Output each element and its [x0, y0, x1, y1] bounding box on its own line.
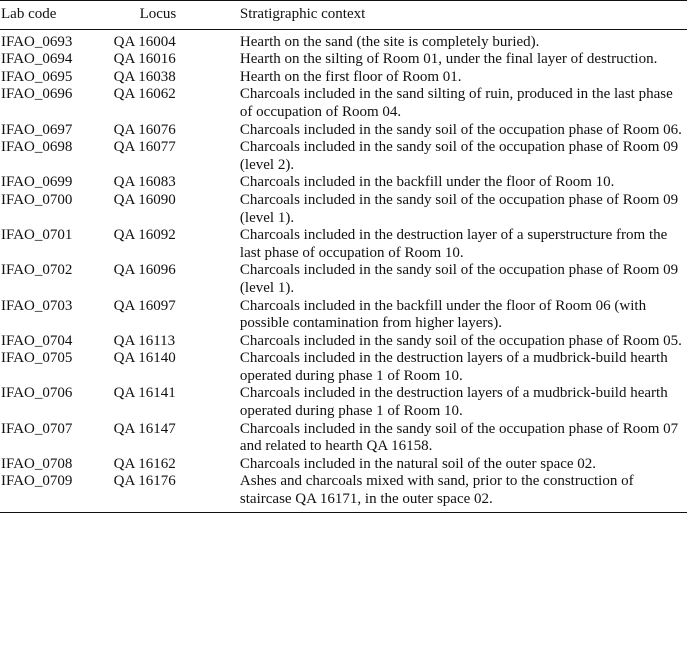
table-row	[0, 262, 687, 297]
context-cell: Charcoals included in the destruction layers of a mudbrick-build hearth operated during phase 1 of Room 10.	[239, 350, 668, 384]
lab-code-cell: IFAO_0693	[1, 33, 73, 50]
header-stratigraphic-context: Stratigraphic context	[240, 1, 687, 30]
lab-code-cell: IFAO_0703	[1, 297, 73, 314]
context-cell: Charcoals included in the destruction layers of a mudbrick-build hearth operated during phase 1 of Room 10.	[239, 385, 668, 420]
lab-code-cell: IFAO_0708	[1, 455, 73, 472]
lab-code-cell: IFAO_0701	[1, 227, 73, 244]
context-cell: Hearth on the sand (the site is completely buried).	[239, 33, 540, 50]
context-cell: Hearth on the first floor of Room 01.	[239, 68, 462, 85]
lab-code-cell: IFAO_0700	[1, 191, 73, 208]
lab-code-cell: IFAO_0709	[0, 473, 114, 512]
table-row	[0, 139, 687, 174]
table-row	[0, 456, 687, 474]
context-cell: Charcoals included in the sandy soil of the occupation phase of Room 09 (level 1).	[239, 262, 679, 296]
table-row	[0, 350, 687, 385]
locus-cell: QA 16090	[113, 191, 176, 208]
locus-cell: QA 16083	[113, 174, 176, 191]
table-row	[0, 421, 687, 456]
table-row	[0, 122, 687, 140]
lab-code-cell: IFAO_0694	[1, 51, 73, 68]
table-header	[0, 1, 687, 30]
locus-cell: QA 16038	[113, 68, 176, 85]
lab-code-cell: IFAO_0697	[1, 121, 73, 138]
locus-cell: QA 16147	[113, 420, 176, 437]
lab-code-cell: IFAO_0702	[1, 262, 73, 279]
context-cell: Charcoals included in the sandy soil of the occupation phase of Room 09 (level 2).	[239, 139, 679, 173]
locus-cell: QA 16141	[113, 385, 176, 402]
header-lab-code: Lab code	[0, 1, 114, 30]
locus-cell: QA 16092	[113, 227, 176, 244]
header-locus: Locus	[114, 1, 240, 30]
context-cell: Charcoals included in the sandy soil of the occupation phase of Room 05.	[239, 332, 682, 349]
locus-cell: QA 16004	[113, 33, 176, 50]
locus-cell: QA 16162	[113, 455, 176, 472]
lab-code-cell: IFAO_0698	[1, 139, 73, 156]
lab-code-cell: IFAO_0705	[1, 350, 73, 367]
locus-cell: QA 16076	[113, 121, 176, 138]
table-row	[0, 473, 687, 512]
table-body	[0, 29, 687, 512]
context-cell: Charcoals included in the destruction layer of a superstructure from the last phase of occupation of Room 10.	[239, 227, 668, 261]
locus-cell: QA 16113	[113, 332, 176, 349]
context-cell: Charcoals included in the sandy soil of the occupation phase of Room 06.	[239, 121, 682, 138]
context-cell: Charcoals included in the natural soil of the outer space 02.	[239, 455, 597, 472]
locus-cell: QA 16016	[113, 51, 176, 68]
table-row	[0, 29, 687, 51]
locus-cell: QA 16176	[114, 473, 240, 512]
locus-cell: QA 16097	[113, 297, 176, 314]
lab-code-cell: IFAO_0706	[1, 385, 73, 402]
table-row	[0, 333, 687, 351]
locus-cell: QA 16062	[113, 86, 176, 103]
lab-code-cell: IFAO_0696	[1, 86, 73, 103]
lab-code-cell: IFAO_0695	[1, 68, 73, 85]
context-cell: Ashes and charcoals mixed with sand, prior to the construction of staircase QA 16171, in the outer space 02.	[240, 473, 687, 512]
context-cell: Charcoals included in the sandy soil of the occupation phase of Room 09 (level 1).	[239, 191, 679, 226]
table-row	[0, 192, 687, 227]
table-row	[0, 51, 687, 69]
context-cell: Hearth on the silting of Room 01, under the final layer of destruction.	[239, 51, 658, 68]
context-cell: Charcoals included in the backfill under the floor of Room 10.	[239, 174, 615, 191]
locus-cell: QA 16077	[113, 139, 176, 156]
context-cell: Charcoals included in the sand silting of ruin, produced in the last phase of occupation of Room 04.	[239, 86, 673, 120]
table-row	[0, 227, 687, 262]
table-row	[0, 174, 687, 192]
table-row	[0, 298, 687, 333]
lab-code-cell: IFAO_0707	[1, 420, 73, 437]
table-row	[0, 69, 687, 87]
lab-code-cell: IFAO_0699	[1, 174, 73, 191]
locus-cell: QA 16096	[113, 262, 176, 279]
header-row	[0, 1, 687, 30]
locus-cell: QA 16140	[113, 350, 176, 367]
context-cell: Charcoals included in the backfill under the floor of Room 06 (with possible contamination from higher layers).	[239, 297, 647, 332]
table-row	[0, 86, 687, 121]
lab-code-cell: IFAO_0704	[1, 332, 73, 349]
table-row	[0, 385, 687, 420]
context-cell: Charcoals included in the sandy soil of the occupation phase of Room 07 and related to hearth QA 16158.	[239, 420, 679, 455]
